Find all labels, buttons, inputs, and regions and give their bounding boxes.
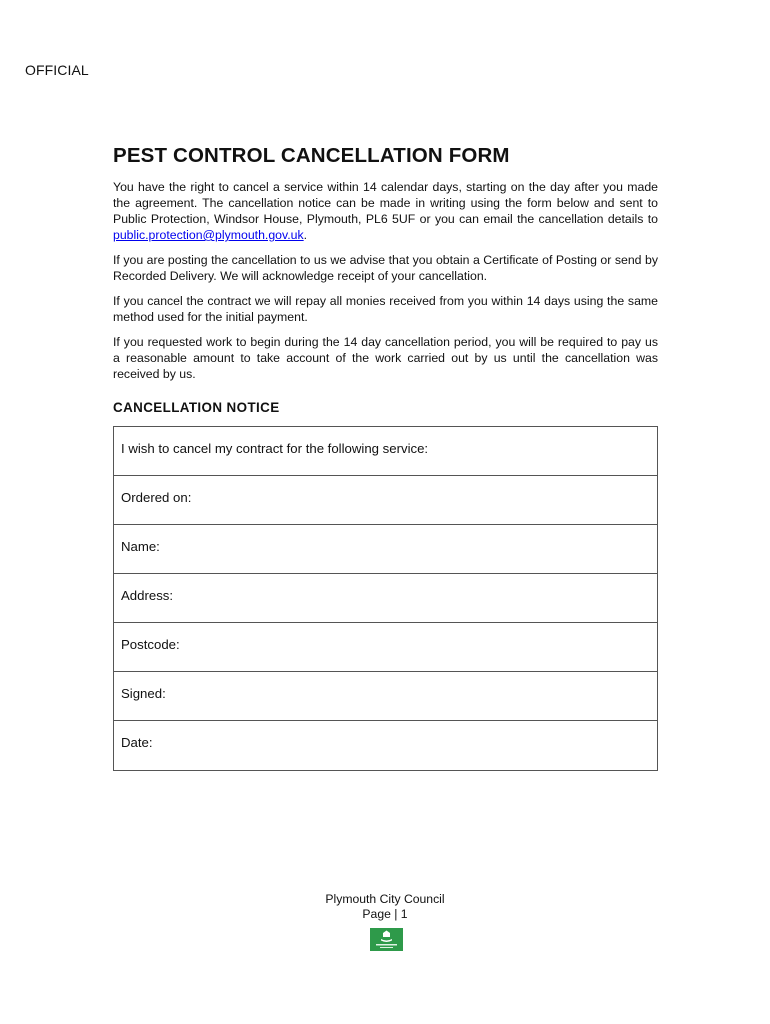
council-logo-icon	[370, 928, 403, 951]
signed-field[interactable]: Signed:	[114, 672, 657, 721]
repayment-paragraph: If you cancel the contract we will repay all monies received from you within 14 days using the same method used for the initial payment.	[113, 294, 658, 324]
form-content	[113, 144, 658, 425]
postcode-field[interactable]: Postcode:	[114, 623, 657, 672]
page-title: PEST CONTROL CANCELLATION FORM	[113, 144, 510, 167]
address-field[interactable]: Address:	[114, 574, 657, 623]
footer-page-number: Page | 1	[362, 907, 408, 921]
page-footer	[290, 892, 480, 922]
intro-paragraph	[113, 179, 658, 243]
name-field[interactable]: Name:	[114, 525, 657, 574]
date-field[interactable]: Date:	[121, 735, 153, 750]
posting-paragraph: If you are posting the cancellation to us we advise that you obtain a Certificate of Posting or send by Recorded Delivery. We will acknowledge receipt of your cancellation.	[113, 253, 658, 283]
cancellation-notice-table	[113, 426, 658, 771]
intro-text: You have the right to cancel a service within 14 calendar days, starting on the day after you made the agreement. The cancellation notice can be made in writing using the form below and sent to Public Protection, Windsor House, Plymouth, PL6 5UF or you can email the cancellation details to	[113, 180, 658, 226]
ordered-on-field[interactable]: Ordered on:	[114, 476, 657, 525]
intro-text-end: .	[303, 228, 308, 242]
email-link[interactable]: public.protection@plymouth.gov.uk	[113, 228, 304, 242]
footer-organisation: Plymouth City Council	[325, 892, 445, 906]
charges-paragraph: If you requested work to begin during the 14 day cancellation period, you will be required to pay us a reasonable amount to take account of the work carried out by us until the cancellation was received by us.	[113, 335, 658, 381]
cancellation-notice-heading: CANCELLATION NOTICE	[113, 400, 280, 415]
classification-label: OFFICIAL	[25, 62, 89, 78]
service-field[interactable]: I wish to cancel my contract for the following service:	[114, 427, 657, 476]
council-logo-graphic	[370, 928, 403, 951]
